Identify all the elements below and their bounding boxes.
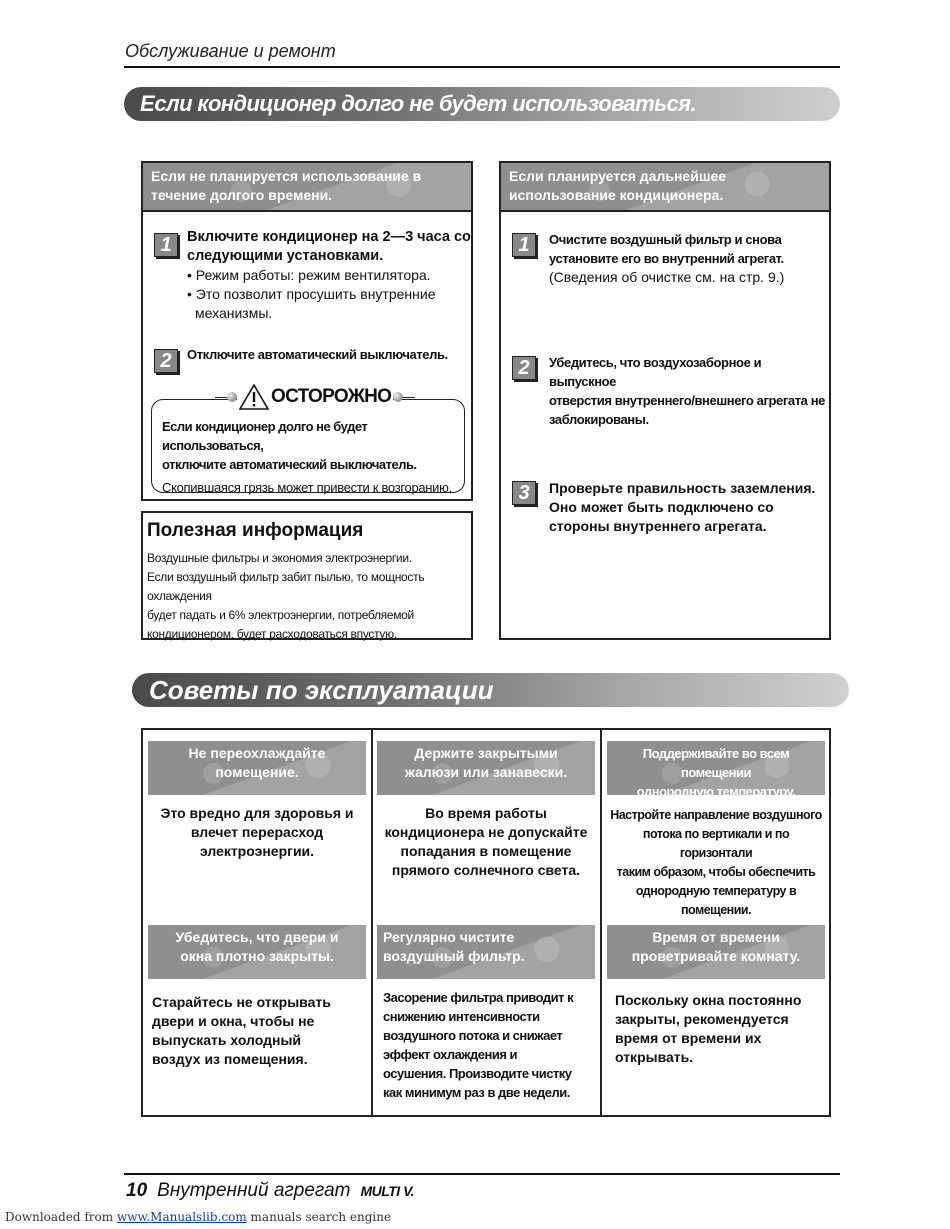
tip-heading-line: Держите закрытыми	[414, 745, 558, 761]
tip-heading-line: окна плотно закрыты.	[180, 948, 334, 964]
bullet-line: • Режим работы: режим вентилятора.	[187, 267, 431, 283]
caution-box	[151, 399, 465, 493]
useful-info-title: Полезная информация	[147, 520, 364, 541]
step-number-3: 3	[512, 481, 536, 505]
step-number-2: 2	[512, 356, 536, 380]
tip-line: однородную температуру в помещении.	[635, 884, 797, 917]
section-title: Обслуживание и ремонт	[125, 41, 336, 61]
tip-heading-ventilate	[607, 925, 825, 979]
bullet-line: механизмы.	[195, 305, 273, 321]
tip-body-doors	[152, 993, 366, 1069]
caution-line: отключите автоматический выключатель.	[162, 457, 417, 472]
step-line: заблокированы.	[549, 412, 649, 427]
info-line: Воздушные фильтры и экономия электроэнергии.	[147, 551, 412, 565]
tip-line: выпускать холодный	[152, 1032, 302, 1048]
caution-bullet-icon	[393, 392, 403, 402]
tip-body-blinds	[377, 804, 595, 880]
tip-body-uniform-temp	[607, 806, 825, 920]
caution-rule	[215, 397, 227, 398]
step-line: установите его во внутренний агрегат.	[549, 251, 784, 266]
caution-text	[162, 417, 454, 497]
heading-line: Если планируется дальнейшее	[509, 168, 727, 184]
caution-word: ОСТОРОЖНО	[271, 386, 392, 407]
tip-body-overcool	[149, 804, 365, 861]
tip-line: Поскольку окна постоянно	[615, 992, 802, 1008]
tip-line: открывать.	[615, 1049, 694, 1065]
useful-info-text	[147, 549, 469, 644]
column-divider	[600, 730, 602, 1115]
tip-line: снижению интенсивности	[383, 1009, 540, 1024]
tip-body-ventilate	[615, 991, 827, 1067]
caution-bullet-icon	[227, 392, 237, 402]
tip-line: эффект охлаждения и	[383, 1047, 518, 1062]
step-2-text	[187, 345, 473, 364]
bullet-line: • Это позволит просушить внутренние	[187, 286, 436, 302]
tip-body-filter	[383, 988, 597, 1102]
caution-rule	[403, 397, 415, 398]
tips-banner	[132, 673, 849, 707]
step-line: отверстия внутреннего/внешнего агрегата не	[549, 393, 825, 408]
step-line: следующими установками.	[187, 248, 384, 264]
tip-line: попадания в помещение	[400, 843, 572, 859]
useful-info-box	[141, 511, 473, 640]
tip-line: Во время работы	[425, 805, 547, 821]
step-number-2: 2	[154, 349, 178, 373]
tips-banner-text: Советы по эксплуатации	[149, 674, 494, 705]
step-line: Проверьте правильность заземления.	[549, 480, 816, 496]
heading-line: использование кондиционера.	[509, 187, 724, 203]
tip-heading-line: воздушный фильтр.	[383, 948, 525, 964]
tip-line: влечет перерасход	[190, 824, 324, 840]
tip-line: электроэнергии.	[199, 843, 315, 859]
tip-line: как минимум раз в две недели.	[383, 1085, 570, 1100]
step-line: Очистите воздушный фильтр и снова	[549, 232, 782, 247]
main-banner-text: Если кондиционер долго не будет использоваться.	[140, 91, 697, 116]
heading-line: течение долгого времени.	[151, 187, 333, 203]
tip-heading-line: Не переохлаждайте	[188, 745, 326, 761]
tip-line: прямого солнечного света.	[391, 862, 581, 878]
manualslib-link[interactable]: www.Manualslib.com	[116, 1210, 247, 1224]
step-line: Включите кондиционер на 2—3 часа со	[187, 229, 471, 245]
page-number: 10	[126, 1180, 148, 1201]
tip-heading-uniform-temp	[607, 741, 825, 799]
heading-line: Если не планируется использование в	[151, 168, 422, 184]
tips-table	[141, 728, 831, 1117]
tip-line: воздух из помещения.	[152, 1051, 308, 1067]
brand-logo: MULTI V.	[360, 1183, 415, 1199]
tip-line: Настройте направление воздушного	[610, 808, 822, 822]
step-1-text	[187, 228, 473, 323]
tip-line: воздушного потока и снижает	[383, 1028, 563, 1043]
tip-line: Старайтесь не открывать	[152, 994, 331, 1010]
download-prefix: Downloaded from	[5, 1210, 114, 1224]
tip-heading-filter	[377, 925, 595, 979]
continued-use-heading	[501, 163, 829, 212]
tip-heading-line: Поддерживайте во всем помещении	[642, 746, 790, 780]
tip-line: кондиционера не допускайте	[384, 824, 588, 840]
tip-heading-line: проветривайте комнату.	[631, 948, 801, 964]
tip-heading-line: жалюзи или занавески.	[404, 764, 568, 780]
continued-use-box	[499, 161, 831, 640]
tip-heading-line: помещение.	[215, 764, 299, 780]
caution-line: Если кондиционер долго не будет использоваться,	[162, 419, 368, 453]
tip-heading-line: Регулярно чистите	[383, 929, 515, 945]
caution-label	[237, 384, 393, 410]
long-term-storage-heading	[143, 163, 471, 212]
tip-line: время от времени их	[615, 1030, 762, 1046]
tip-line: потока по вертикали и по горизонтали	[642, 827, 790, 860]
step-number-1: 1	[154, 233, 178, 257]
info-line: будет падать и 6% электроэнергии, потребляемой	[147, 608, 414, 622]
header-rule	[124, 66, 840, 68]
tip-line: Засорение фильтра приводит к	[383, 990, 574, 1005]
tip-heading-line: Убедитесь, что двери и	[175, 929, 339, 945]
step-line: Отключите автоматический выключатель.	[187, 347, 448, 362]
column-divider	[371, 730, 373, 1115]
step-3-text	[549, 479, 829, 536]
step-note: (Сведения об очистке см. на стр. 9.)	[549, 269, 785, 285]
tip-line: двери и окна, чтобы не	[152, 1013, 315, 1029]
tip-heading-line: однородную температуру.	[636, 784, 796, 799]
tip-heading-doors	[148, 925, 366, 979]
main-banner	[124, 87, 840, 121]
long-term-storage-box	[141, 161, 473, 501]
step-number-1: 1	[512, 233, 536, 257]
download-suffix: manuals search engine	[250, 1210, 392, 1224]
tip-heading-line: Время от времени	[652, 929, 780, 945]
footer	[126, 1180, 414, 1202]
tip-line: закрыты, рекомендуется	[615, 1011, 789, 1027]
step-line: стороны внутреннего агрегата.	[549, 518, 767, 534]
caution-note: Скопившаяся грязь может привести к возгоранию.	[162, 480, 452, 495]
info-line: кондиционером, будет расходоваться впустую.	[147, 627, 397, 641]
warning-triangle-icon	[239, 384, 269, 410]
step-2-text	[549, 353, 827, 429]
caution-header	[215, 384, 415, 410]
step-1-text	[549, 230, 827, 287]
step-line: Убедитесь, что воздухозаборное и выпускное	[549, 355, 762, 389]
tip-heading-blinds	[377, 741, 595, 795]
tip-line: осушения. Производите чистку	[383, 1066, 572, 1081]
info-line: Если воздушный фильтр забит пылью, то мощность охлаждения	[147, 570, 425, 603]
step-line: Оно может быть подключено со	[549, 499, 774, 515]
tip-line: таким образом, чтобы обеспечить	[616, 865, 816, 879]
footer-rule	[124, 1173, 840, 1175]
tip-line: Это вредно для здоровья и	[160, 805, 354, 821]
footer-title: Внутренний агрегат	[157, 1180, 351, 1201]
download-notice	[5, 1210, 391, 1224]
tip-heading-overcool	[148, 741, 366, 795]
